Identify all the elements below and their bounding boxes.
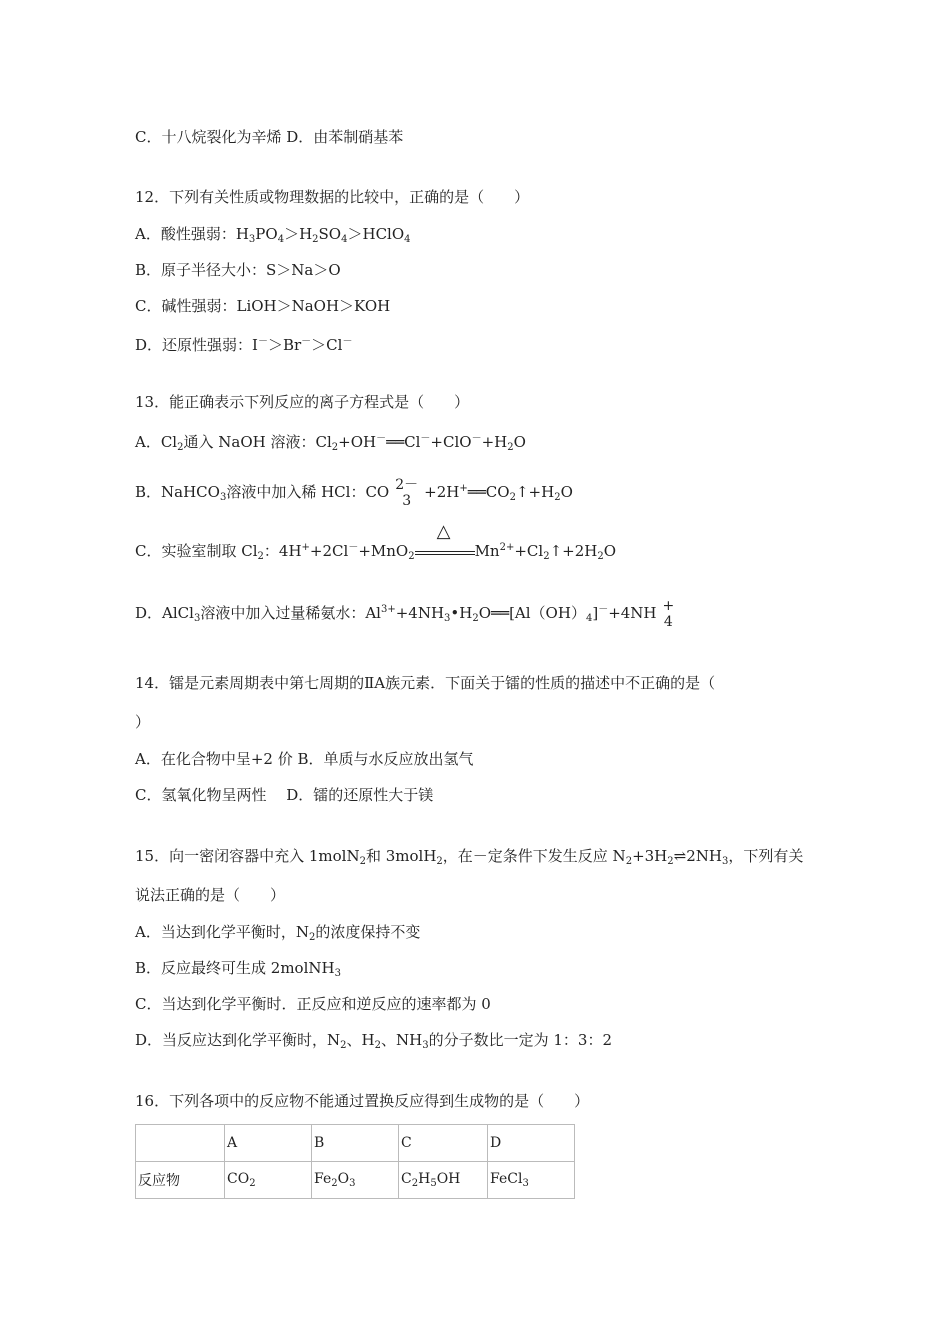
table-cell: FeCl$_3$ xyxy=(488,1162,575,1199)
q15-option-d: D．当反应达到化学平衡时，$N_2$、$H_2$、$NH_3$的分子数比一定为 1：3：2 xyxy=(135,1031,612,1051)
q12-option-a: A．酸性强弱：$H_3PO_4>H_2SO_4>HClO_4$ xyxy=(135,225,411,245)
q15-stem-end: 说法正确的是（ ） xyxy=(135,886,286,904)
table-row xyxy=(136,1162,575,1199)
q13-option-a: A．$Cl_2$通入 NaOH 溶液：$Cl_2+OH^-══Cl^-+ClO^-+H_2O$ xyxy=(135,433,526,453)
q12-option-c: C．碱性强弱：LiOH＞NaOH＞KOH xyxy=(135,297,391,315)
q15-option-c: C．当达到化学平衡时．正反应和逆反应的速率都为 0 xyxy=(135,995,491,1013)
table-cell: A xyxy=(225,1125,312,1162)
q11-options-cd: C．十八烷裂化为辛烯 D．由苯制硝基苯 xyxy=(135,128,404,146)
q13-option-c: C．实验室制取 $Cl_2$：4H++2Cl－+MnO$_2$ △ $Mn^{2+}+Cl_2↑+2H_2O$ xyxy=(135,521,617,562)
q16-table xyxy=(135,1124,575,1199)
table-cell xyxy=(136,1125,225,1162)
q13-option-b: B．NaHCO$_3$溶液中加入稀 HCl：CO 2－ 3 $+2H^+══CO_2↑+H_2O$ xyxy=(135,477,573,509)
q13-option-d: D．AlCl$_3$溶液中加入过量稀氨水：$Al^{3+}+4NH_3•H_2O══[Al(OH)_4]^-+4NH$ + 4 xyxy=(135,598,675,630)
q14-stem: 14．镭是元素周期表中第七周期的ⅡA族元素．下面关于镭的性质的描述中不正确的是（ xyxy=(135,674,716,692)
table-cell: 反应物 xyxy=(136,1162,225,1199)
heating-arrow: △ xyxy=(415,542,475,562)
q14-options-cd: C．氢氧化物呈两性 D．镭的还原性大于镁 xyxy=(135,786,434,804)
q12-option-b: B．原子半径大小：S＞Na＞O xyxy=(135,261,341,279)
table-cell: $CO_2$ xyxy=(225,1162,312,1199)
table-header-row xyxy=(136,1125,575,1162)
q15-stem: 15．向一密闭容器中充入 1molN$_2$和 3molH$_2$，在－定条件下发生反应 $N_2+3H_2\rightleftharpoons 2NH_3$，下列有关 xyxy=(135,847,804,867)
q14-stem-end: ） xyxy=(135,713,151,731)
table-cell: C xyxy=(399,1125,488,1162)
table-cell: B xyxy=(312,1125,399,1162)
table-cell: $C_2H_5OH$ xyxy=(399,1162,488,1199)
q12-option-d: D．还原性强弱：I－＞Br－＞Cl－ xyxy=(135,336,353,354)
table-cell: $Fe_2O_3$ xyxy=(312,1162,399,1199)
q14-options-ab: A．在化合物中呈+2 价 B．单质与水反应放出氢气 xyxy=(135,750,474,768)
q15-option-b: B．反应最终可生成 2molNH$_3$ xyxy=(135,959,341,979)
q15-option-a: A．当达到化学平衡时，$N_2$的浓度保持不变 xyxy=(135,923,421,943)
table-cell: D xyxy=(488,1125,575,1162)
q13-stem: 13．能正确表示下列反应的离子方程式是（ ） xyxy=(135,393,470,411)
q16-stem: 16．下列各项中的反应物不能通过置换反应得到生成物的是（ ） xyxy=(135,1092,590,1110)
q12-stem: 12．下列有关性质或物理数据的比较中，正确的是（ ） xyxy=(135,188,530,206)
